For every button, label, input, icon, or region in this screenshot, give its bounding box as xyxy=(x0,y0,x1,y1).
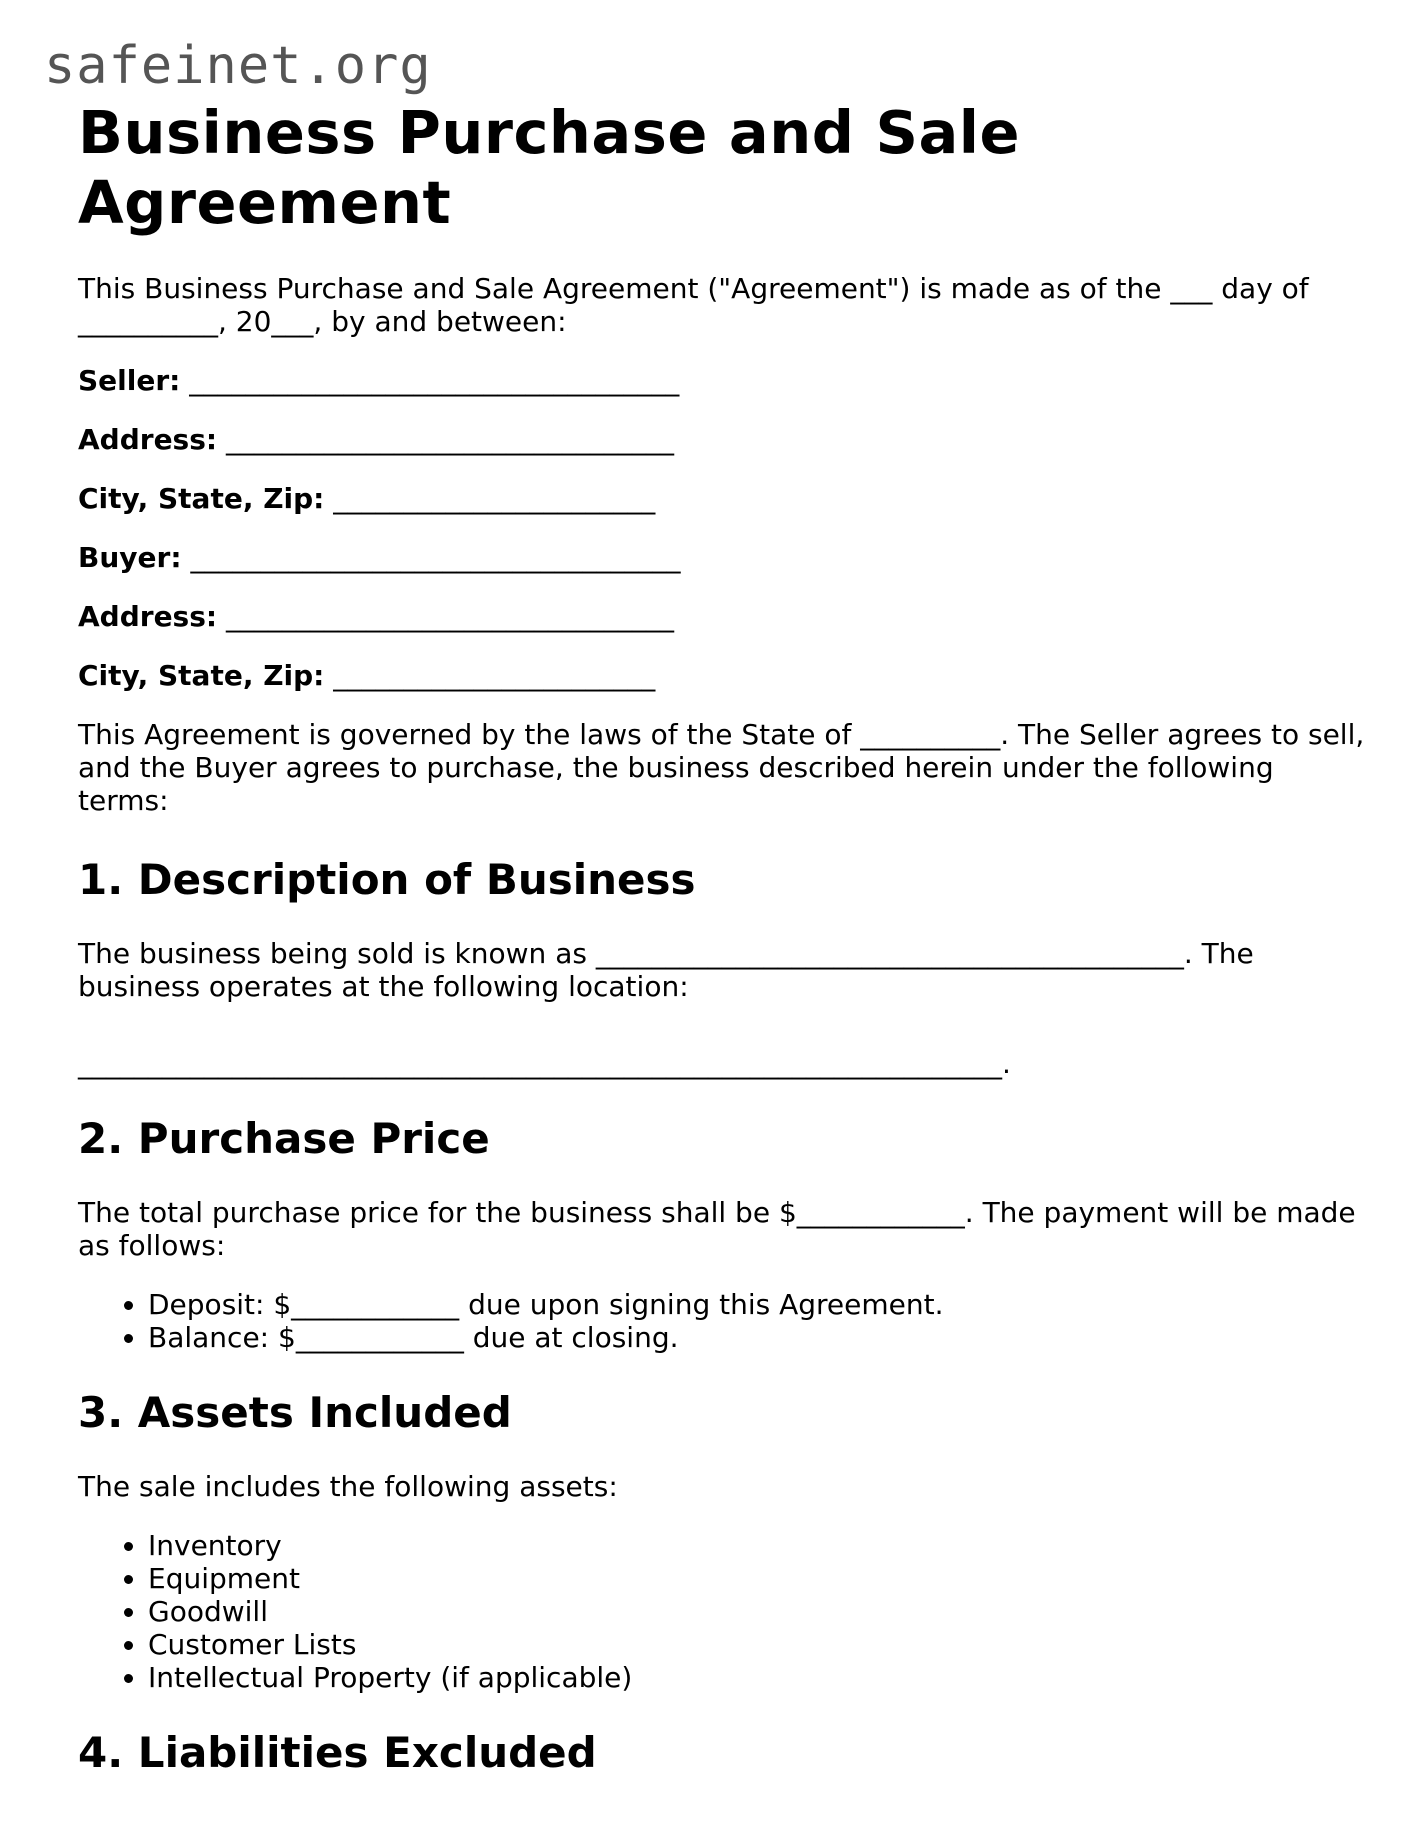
assets-paragraph: The sale includes the following assets: xyxy=(78,1470,618,1503)
seller-field xyxy=(78,364,1368,397)
watermark: safeinet.org xyxy=(44,36,432,96)
list-item: • Deposit: $____________ due upon signing this Agreement. xyxy=(148,1288,1368,1321)
buyer-city-field xyxy=(78,659,1368,692)
buyer-address-blank: ________________________________ xyxy=(226,600,674,633)
seller-label: Seller: xyxy=(78,364,181,397)
seller-address-blank: ________________________________ xyxy=(226,423,674,456)
list-item: • Goodwill xyxy=(148,1595,1368,1628)
section-heading-liabilities: 4. Liabilities Excluded xyxy=(78,1728,597,1777)
section-heading-assets: 3. Assets Included xyxy=(78,1388,512,1437)
list-item: • Inventory xyxy=(148,1529,1368,1562)
list-item: • Customer Lists xyxy=(148,1628,1368,1661)
seller-city-field xyxy=(78,482,1368,515)
section-heading-price: 2. Purchase Price xyxy=(78,1114,490,1163)
document-page xyxy=(78,98,1368,1778)
location-blank-line: __________________________________________________________________. xyxy=(78,1047,1011,1080)
assets-list xyxy=(78,1529,1368,1694)
seller-blank: ___________________________________ xyxy=(189,364,680,397)
seller-address-field xyxy=(78,423,1368,456)
list-item: • Balance: $____________ due at closing. xyxy=(148,1321,1368,1354)
price-paragraph: The total purchase price for the business shall be $____________. The payment will be made as follows: xyxy=(78,1196,1356,1262)
buyer-city-blank: _______________________ xyxy=(333,659,656,692)
governing-law-paragraph: This Agreement is governed by the laws of the State of __________. The Seller agrees to sell, and the Buyer agrees to purchase, the business described herein under the following terms: xyxy=(78,718,1365,817)
payment-list xyxy=(78,1288,1368,1354)
buyer-blank: ___________________________________ xyxy=(190,541,681,574)
list-item: • Intellectual Property (if applicable) xyxy=(148,1661,1368,1694)
seller-city-label: City, State, Zip: xyxy=(78,482,325,515)
buyer-city-label: City, State, Zip: xyxy=(78,659,325,692)
description-paragraph: The business being sold is known as __________________________________________. The business operates at the following location: xyxy=(78,937,1254,1003)
buyer-field xyxy=(78,541,1368,574)
buyer-address-label: Address: xyxy=(78,600,218,633)
list-item: • Equipment xyxy=(148,1562,1368,1595)
buyer-label: Buyer: xyxy=(78,541,182,574)
seller-city-blank: _______________________ xyxy=(333,482,656,515)
buyer-address-field xyxy=(78,600,1368,633)
seller-address-label: Address: xyxy=(78,423,218,456)
intro-paragraph: This Business Purchase and Sale Agreement ("Agreement") is made as of the ___ day of __________, 20___, by and between: xyxy=(78,272,1309,338)
document-title: Business Purchase and Sale Agreement xyxy=(78,98,1021,237)
section-heading-description: 1. Description of Business xyxy=(78,855,696,904)
